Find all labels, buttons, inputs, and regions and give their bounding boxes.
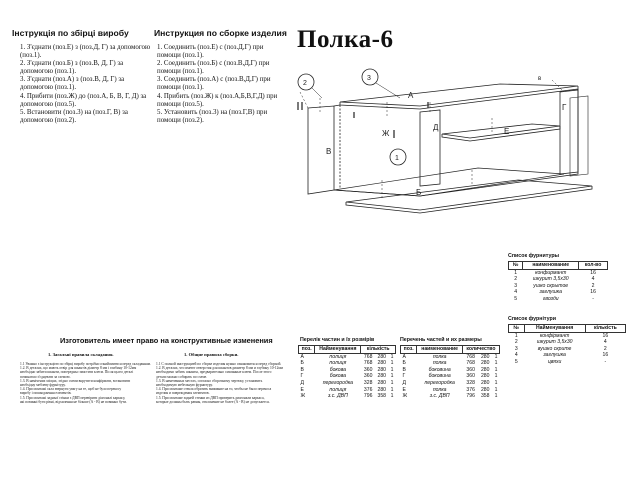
parts-ru-table bbox=[400, 345, 500, 400]
cell: бокова bbox=[329, 366, 347, 373]
cell: 1 bbox=[494, 366, 498, 373]
cell: вушко скрите bbox=[537, 345, 572, 352]
cell: 1 bbox=[390, 386, 394, 393]
hardware-ua-caption: Список фурнітури bbox=[508, 316, 557, 322]
cell: полиця bbox=[329, 360, 347, 367]
cell: 376 bbox=[363, 386, 373, 393]
cell: 1 bbox=[494, 386, 498, 393]
cell: 1 bbox=[494, 353, 498, 360]
cell: Д bbox=[300, 379, 304, 386]
cell: 280 bbox=[480, 353, 490, 360]
table-row bbox=[401, 393, 500, 400]
table-row bbox=[401, 380, 500, 387]
cell: шкурит 3,5х30 bbox=[536, 339, 573, 346]
table-header bbox=[401, 346, 500, 354]
cell: 376 bbox=[466, 386, 475, 393]
label-d: Д bbox=[433, 123, 439, 132]
cell: 328 bbox=[363, 379, 373, 386]
label-a: А bbox=[408, 91, 414, 100]
col-pos: поз. bbox=[401, 346, 417, 354]
hardware-ru-caption: Список фурнитуры bbox=[508, 253, 560, 259]
rules-ru-line: необходимую мебельную фурнитуру. bbox=[156, 383, 213, 388]
cell: 1 bbox=[390, 353, 394, 360]
cell: 5 bbox=[514, 295, 518, 302]
label-small-v: в bbox=[538, 76, 542, 82]
cell: 280 bbox=[480, 360, 490, 367]
cell: 2 bbox=[514, 339, 518, 346]
cell: 3 bbox=[514, 345, 518, 352]
cell: 1 bbox=[514, 269, 518, 276]
table-header bbox=[299, 346, 396, 354]
rules-ru-line: необходимо забить шканты, предварительно смазанные клеем. После этого bbox=[156, 370, 272, 375]
table-row bbox=[509, 359, 626, 366]
ru-step-line: помощи (поз.2). bbox=[157, 116, 204, 124]
col-num: № bbox=[509, 262, 523, 270]
col-name: наименование bbox=[417, 346, 462, 354]
ru-step-line: 2. Соединить (поз.Б) с (поз.В,Д,Г) при bbox=[157, 60, 270, 68]
cell: 358 bbox=[480, 393, 490, 400]
cell: перегородка bbox=[424, 379, 455, 386]
cell: Е bbox=[300, 386, 304, 393]
table-row bbox=[509, 339, 626, 346]
cell: Д bbox=[402, 379, 406, 386]
col-qty: кількість bbox=[361, 346, 396, 354]
cell: 768 bbox=[363, 353, 373, 360]
cell: А bbox=[300, 353, 304, 360]
cell: 280 bbox=[377, 353, 387, 360]
cell: 1 bbox=[390, 393, 394, 400]
ua-step-line: 3. З'єднати (поз.А) з (поз.В, Д, Г) за bbox=[20, 76, 125, 84]
manufacturer-note: Изготовитель имеет право на конструктивные изменения bbox=[60, 336, 273, 345]
cell: 280 bbox=[377, 360, 387, 367]
parts-ua-caption: Перелік частин и їх розмірів bbox=[300, 337, 375, 343]
bottom-shelf-b bbox=[334, 168, 564, 196]
cell: 280 bbox=[377, 373, 387, 380]
rules-ua-line: 1.3. В намічених місцях, згідно схеми вкрутити конфірмати, встановити bbox=[20, 378, 131, 383]
cell: А bbox=[402, 353, 406, 360]
cell: Б bbox=[300, 360, 304, 367]
rules-ru-line: 1.3. В намеченных местах, согласно сборочному чертежу, установить bbox=[156, 378, 263, 383]
hardware-ru-table bbox=[508, 261, 608, 303]
top-shelf-a bbox=[340, 84, 578, 106]
table-header bbox=[509, 325, 626, 333]
cell: 2 bbox=[603, 345, 607, 352]
cell: гвозди bbox=[542, 295, 559, 302]
cell: 768 bbox=[466, 353, 475, 360]
cell: з.с. ДВП bbox=[429, 393, 450, 400]
table-row bbox=[401, 353, 500, 360]
cell: Ж bbox=[300, 393, 306, 400]
table-row bbox=[299, 373, 396, 380]
label-g: Г bbox=[562, 103, 567, 112]
cell: цвяхи bbox=[547, 358, 562, 365]
ua-step-line: 2. З'єднати (поз.Б) з (поз.В, Д, Г) за bbox=[20, 60, 124, 68]
col-qty: количество bbox=[462, 346, 499, 354]
rules-ru-line: изделия и повреждения элементов. bbox=[156, 391, 210, 396]
ua-instructions-steps bbox=[20, 44, 150, 125]
rules-ru-line: 1.4. При монтаже стекла обратить внимание на то, чтобы не было перекоса bbox=[156, 387, 272, 392]
col-pos: поз. bbox=[299, 346, 315, 354]
ru-instructions-heading: Инструкция по сборке изделия bbox=[154, 28, 287, 38]
rules-ua-line: необхідно забити шканти, попередньо змастити клеєм. Після цього деталі bbox=[20, 370, 134, 375]
cell: 1 bbox=[390, 379, 394, 386]
cell: 4 bbox=[591, 276, 595, 283]
table-row bbox=[509, 269, 608, 276]
ua-step-line: допомогою (поз.1). bbox=[20, 68, 77, 76]
ru-step-line: 3. Соединить (поз.А) с (поз.В,Д,Г) при bbox=[157, 76, 271, 84]
cell: Г bbox=[300, 373, 304, 380]
cell: боковина bbox=[428, 366, 451, 373]
cell: - bbox=[592, 295, 594, 302]
table-row bbox=[509, 283, 608, 290]
cell: 16 bbox=[602, 352, 609, 359]
cell: 4 bbox=[514, 352, 518, 359]
table-row bbox=[401, 360, 500, 367]
cell: полка bbox=[432, 386, 447, 393]
table-row bbox=[299, 393, 396, 400]
rules-ru-title: 1. Общие правила сборки. bbox=[184, 352, 239, 357]
rules-ua-line: починаємо з'єднувати за схемою. bbox=[20, 374, 71, 379]
cell: 360 bbox=[363, 373, 373, 380]
callout-2: 2 bbox=[303, 80, 307, 87]
cell: Г bbox=[402, 373, 406, 380]
cell: полиця bbox=[329, 353, 347, 360]
table-row bbox=[509, 352, 626, 359]
product-title: Полка-6 bbox=[297, 26, 394, 53]
cell: заглушка bbox=[539, 289, 562, 296]
ru-instructions-steps bbox=[157, 44, 277, 125]
cell: 5 bbox=[514, 358, 518, 365]
ru-step-line: помощи (поз.1). bbox=[157, 84, 204, 92]
cell: конфірмант bbox=[539, 332, 570, 339]
rules-ua-line: 1.1 Уважно з інструкцією по збірці виробу потрібно ознайомитися перед складанням. bbox=[20, 362, 151, 366]
assembly-drawing bbox=[292, 62, 610, 222]
cell: боковина bbox=[428, 373, 451, 380]
cell: 4 bbox=[514, 289, 518, 296]
table-row bbox=[509, 346, 626, 353]
cell: 280 bbox=[480, 379, 490, 386]
cell: 1 bbox=[390, 366, 394, 373]
table-row bbox=[299, 387, 396, 394]
ua-step-line: 4. Прибити (поз.Ж) до (поз.А, Б, В, Г, Д) за bbox=[20, 92, 147, 100]
col-name: наименование bbox=[523, 262, 579, 270]
table-row bbox=[401, 373, 500, 380]
ru-step-line: помощи (поз.5). bbox=[157, 100, 204, 108]
table-row bbox=[299, 353, 396, 360]
rules-ua-line: виробу і пошкодження елементів. bbox=[20, 391, 72, 396]
cell: В bbox=[402, 366, 406, 373]
label-zh: Ж bbox=[382, 129, 390, 138]
cell: 280 bbox=[480, 366, 490, 373]
cell: 358 bbox=[377, 393, 387, 400]
cell: 360 bbox=[363, 366, 373, 373]
cell: 280 bbox=[377, 379, 387, 386]
cell: полка bbox=[432, 353, 447, 360]
cell: перегородка bbox=[322, 379, 354, 386]
rules-ru-line: 1.5. При монтаже задней стенки из ДВП проверить диагонали каркаса, bbox=[156, 395, 265, 400]
col-qty: кол-во bbox=[579, 262, 608, 270]
cell: 2 bbox=[591, 282, 595, 289]
cell: ушко скрытое bbox=[533, 282, 569, 289]
cell: 360 bbox=[466, 366, 475, 373]
label-e: Е bbox=[504, 127, 510, 136]
rules-ua-line: які повинні бути рівні, відхилення не більше (А - В) не повинно бути. bbox=[20, 399, 127, 404]
cell: бокова bbox=[329, 373, 347, 380]
table-row bbox=[299, 367, 396, 374]
col-num: № bbox=[509, 325, 525, 333]
table-header bbox=[509, 262, 608, 270]
table-row bbox=[299, 380, 396, 387]
ua-step-line: допомогою (поз.1). bbox=[20, 84, 77, 92]
cell: 360 bbox=[466, 373, 475, 380]
cell: 280 bbox=[377, 386, 387, 393]
bottom-shelf-b-exploded bbox=[346, 180, 592, 210]
cell: 328 bbox=[466, 379, 475, 386]
cell: 4 bbox=[603, 339, 607, 346]
ua-step-line: 1. З'єднати (поз.Е) з (поз.Д, Г) за допомогою bbox=[20, 44, 151, 51]
col-name: Найменування bbox=[524, 325, 585, 333]
rules-ru-line: 1.2. В деталях, что имеют отверстия для шкантов диаметр 8 мм и глубину 10-12мм bbox=[156, 366, 283, 371]
ru-step-line: помощи (поз.1). bbox=[157, 52, 204, 60]
rules-ua-line: 1.5. При монтажі задньої стінки з ДВП перевірити діагоналі каркасу, bbox=[20, 395, 126, 400]
cell: полка bbox=[432, 360, 447, 367]
cell: 16 bbox=[590, 269, 596, 276]
cell: 280 bbox=[480, 373, 490, 380]
ua-step-line: 5. Встановити (поз.3) на (поз.Г, В) за bbox=[20, 108, 128, 116]
rules-ru-line: 1.1 С полной инструкцией по сборке изделия нужно ознакомиться перед сборкой. bbox=[156, 362, 282, 366]
ru-step-line: 1. Соединить (поз.Е) с (поз.Д,Г) при bbox=[157, 44, 264, 51]
cell: полиця bbox=[329, 386, 347, 393]
cell: 280 bbox=[377, 366, 387, 373]
cell: 3 bbox=[514, 282, 518, 289]
table-row bbox=[509, 289, 608, 296]
parts-ru-caption: Перечень частей и их размеры bbox=[400, 337, 482, 343]
ua-instructions-heading: Інструкція по збірці виробу bbox=[12, 28, 129, 38]
callout-3: 3 bbox=[367, 75, 371, 82]
ru-step-line: помощи (поз.1). bbox=[157, 68, 204, 76]
rules-ru-line: которые должны быть равны, отклонение не более (А - В) не допускается. bbox=[156, 399, 270, 404]
cell: 280 bbox=[480, 386, 490, 393]
hardware-ua-table bbox=[508, 324, 626, 366]
table-row bbox=[299, 360, 396, 367]
cell: 1 bbox=[390, 373, 394, 380]
cell: Е bbox=[402, 386, 406, 393]
label-b: Б bbox=[416, 188, 422, 197]
label-v: В bbox=[326, 147, 332, 156]
cell: конфирмант bbox=[535, 269, 567, 276]
rules-ru-line: детали можно собирать по схеме. bbox=[156, 374, 208, 379]
parts-ua-table bbox=[298, 345, 396, 400]
cell: 796 bbox=[363, 393, 373, 400]
cell: з.с. ДВП bbox=[327, 393, 348, 400]
cell: В bbox=[300, 366, 304, 373]
table-row bbox=[401, 367, 500, 374]
rules-ua-text bbox=[20, 362, 151, 404]
rules-ru-text bbox=[156, 362, 283, 404]
cell: 1 bbox=[494, 393, 498, 400]
ru-step-line: 4. Прибить (поз.Ж) к (поз.А,Б,В,Г,Д) при bbox=[157, 92, 278, 100]
ua-step-line: допомогою (поз.2). bbox=[20, 116, 77, 124]
cell: 1 bbox=[390, 360, 394, 367]
cell: заглушка bbox=[543, 352, 566, 359]
cell: шкурит 3,5х30 bbox=[532, 276, 569, 283]
rules-ua-line: 1.2. В деталях, що мають отвір для шкантів діаметр 8 мм і глибину 10-12мм bbox=[20, 366, 137, 371]
cell: 1 bbox=[494, 373, 498, 380]
cell: 796 bbox=[466, 393, 475, 400]
cell: 2 bbox=[514, 276, 518, 283]
table-row bbox=[401, 387, 500, 394]
cell: 768 bbox=[363, 360, 373, 367]
rules-ua-line: необхідну меблеву фурнітуру. bbox=[20, 383, 66, 388]
cell: 1 bbox=[494, 379, 498, 386]
cell: - bbox=[604, 358, 607, 365]
table-row bbox=[509, 276, 608, 283]
ua-step-line: (поз.1). bbox=[20, 52, 42, 60]
cell: 1 bbox=[514, 332, 518, 339]
col-name: Найменування bbox=[315, 346, 361, 354]
ru-step-line: 5. Установить (поз.3) на (поз.Г,В) при bbox=[157, 108, 268, 116]
rules-ua-line: 1.4. При монтажі скла звернути увагу на те, щоб не було перекосу bbox=[20, 387, 122, 392]
col-qty: кількість bbox=[585, 325, 625, 333]
cell: 16 bbox=[602, 332, 609, 339]
ua-step-line: допомогою (поз.5). bbox=[20, 100, 77, 108]
rules-ua-title: 1. Загальні правила складання. bbox=[48, 352, 114, 357]
table-row bbox=[509, 332, 626, 339]
table-row bbox=[509, 296, 608, 303]
cell: 768 bbox=[466, 360, 475, 367]
cell: Ж bbox=[402, 393, 408, 400]
cell: 16 bbox=[590, 289, 596, 296]
callout-1: 1 bbox=[395, 155, 399, 162]
cell: 1 bbox=[494, 360, 498, 367]
cell: Б bbox=[402, 360, 406, 367]
